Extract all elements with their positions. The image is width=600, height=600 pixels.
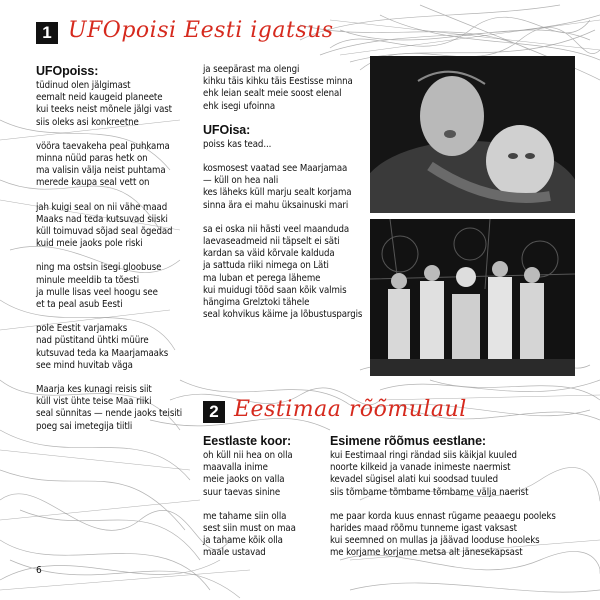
verse-line: ehk isegi ufoinna (203, 100, 276, 112)
verse-line: see mind huvitab väga (36, 359, 133, 371)
verse-line: seal sünnitas — nende jaoks teisiti (36, 408, 183, 420)
verse-line: kui muidugi tööd saan kõik valmis (203, 284, 347, 296)
heading-line: poiss kas tead... (203, 138, 272, 150)
verse-line: kui seemned on mullas ja jäävad looduse hooleks (330, 535, 540, 547)
verse-line: noorte kilkeid ja vanade inimeste naermist (330, 462, 511, 474)
verse-line: sest siin must on maa (203, 523, 296, 535)
page-number: 6 (36, 565, 42, 576)
verse-line: ma valisin välja neist puhtama (36, 165, 166, 177)
verse-line: poeg sai imetegija tiitli (36, 420, 133, 432)
verse-line: et ta peal asub Eesti (36, 299, 123, 311)
verse-line: laevaseadmeid nii täpselt ei säti (203, 236, 340, 248)
verse-line: ja mulle lisas veel hoogu see (36, 286, 158, 298)
section1-column-1 (36, 64, 196, 445)
verse-line: nad püstitand ühtki müüre (36, 335, 149, 347)
verse-line: hängima Grelztoki tähele (203, 297, 310, 309)
verse-line: ehk leian sealt meie soost elenal (203, 88, 342, 100)
section-number: 2 (203, 401, 225, 423)
verse-line: seal kohvikus käime ja lõbustuspargis (203, 309, 363, 321)
band-photo-2 (370, 219, 575, 376)
stanza (36, 141, 196, 190)
section2-column-1 (203, 434, 328, 572)
verse-line: ning ma ostsin isegi gloobuse (36, 262, 162, 274)
stanza (203, 224, 373, 322)
stanza (36, 323, 196, 372)
stanza (36, 384, 196, 433)
verse-line: siis tõmbame tõmbame tõmbame välja naerist (330, 486, 529, 498)
verse-line: kevadel sügisel alati kui soodsad tuuled (330, 474, 498, 486)
verse-line: sa ei oska nii hästi veel maanduda (203, 223, 350, 235)
verse-line: kui teeks neist mõnele jälgi vast (36, 104, 172, 116)
verse-line: suur taevas sinine (203, 486, 281, 498)
verse-line: minule meeldib ta tõesti (36, 274, 139, 286)
verse-line: siis oleks asi konkreetne (36, 116, 139, 128)
verse-line: pole Eestit varjamaks (36, 323, 128, 335)
verse-line: eemalt neid kaugeid planeete (36, 92, 163, 104)
verse-line: kihku täis kihku täis Eestisse minna (203, 76, 353, 88)
verse-line: ja sattuda riiki nimega on Läti (203, 260, 329, 272)
verse-line: maale ustavad (203, 547, 266, 559)
verse-line: — küll on hea nali (203, 175, 279, 187)
stanza (36, 202, 196, 251)
verse-line: sinna ära ei mahu üksainuski mari (203, 199, 349, 211)
verse-line: kutsuvad teda ka Maarjamaaks (36, 347, 169, 359)
verse-line: ma luban et perega läheme (203, 272, 321, 284)
verse-line: küll vist ühte teise Maa riiki (36, 396, 152, 408)
verse-line: tüdinud olen jälgimast (36, 80, 131, 91)
section-title: Eestimaa rõõmulaul (234, 397, 467, 422)
verse-line: maavalla inime (203, 462, 268, 474)
verse-line: ja seepärast ma olengi (203, 64, 300, 75)
verse-line: Maaks nad teda kutsuvad siiski (36, 213, 168, 225)
verse-line: me korjame korjame metsa alt jänesekapsast (330, 547, 523, 559)
speaker-heading: Eestlaste koor: (203, 434, 292, 448)
speaker-heading: UFOpoiss: (36, 64, 99, 78)
verse-line: me paar korda kuus ennast rügame peaaegu pooleks (330, 510, 556, 522)
speaker-heading: UFOisa: (203, 122, 251, 137)
verse-line: kui Eestimaal ringi rändad siis käikjal kuuled (330, 450, 517, 461)
stanza (330, 511, 590, 560)
verse-line: kuid meie jaoks pole riski (36, 238, 143, 250)
verse-line: kosmosest vaatad see Maarjamaa (203, 163, 348, 175)
verse-line: merede kaupa seal vett on (36, 177, 150, 189)
speaker-heading: Esimene rõõmus eestlane: (330, 434, 486, 448)
stanza (330, 450, 590, 499)
verse-line: harides maad rõõmu tunneme igast vaksast (330, 523, 517, 535)
verse-line: ja tahame kõik olla (203, 535, 283, 547)
verse-line: kes läheks küll marju sealt korjama (203, 187, 352, 199)
stanza (203, 163, 373, 212)
verse-line: me tahame siin olla (203, 510, 287, 522)
stanza (36, 80, 196, 129)
band-photo-1 (370, 56, 575, 213)
verse-line: meie jaoks on valla (203, 474, 285, 486)
stanza (203, 64, 373, 113)
section-number: 1 (36, 22, 58, 44)
section-title: UFOpoisi Eesti igatsus (68, 18, 334, 43)
stanza (203, 450, 328, 499)
verse-line: vööra taevakeha peal puhkama (36, 140, 170, 152)
verse-line: kardan sa väid kõrvale kalduda (203, 248, 335, 260)
section1-column-2 (203, 64, 373, 333)
stanza (36, 262, 196, 311)
stanza (203, 511, 328, 560)
verse-line: minna nüüd paras hetk on (36, 153, 148, 165)
verse-line: oh küll nii hea on olla (203, 450, 293, 461)
section2-column-2 (330, 434, 590, 572)
verse-line: jah kuigi seal on nii vähe maad (36, 201, 168, 213)
verse-line: Maarja kes kunagi reisis siit (36, 384, 152, 396)
verse-line: küll toimuvad sõjad seal õgedad (36, 226, 173, 238)
